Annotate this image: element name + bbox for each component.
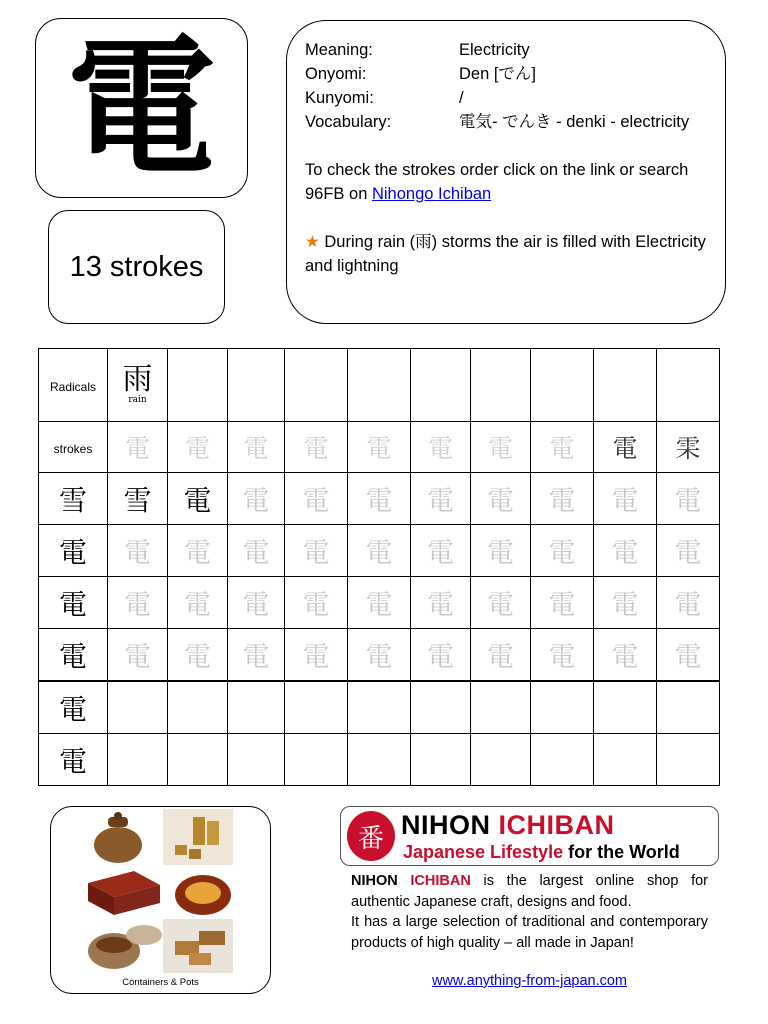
stroke-step: 雬 xyxy=(675,434,701,463)
model-glyph: 電 xyxy=(58,692,87,726)
onyomi-key: Onyomi: xyxy=(305,65,367,83)
practice-cell xyxy=(594,525,657,577)
radical-meaning: rain xyxy=(128,395,147,405)
blank-cell xyxy=(228,734,285,786)
practice-cell xyxy=(285,473,348,525)
blank-cell xyxy=(471,681,531,734)
practice-cell xyxy=(471,577,531,629)
tea-set-image xyxy=(163,809,233,865)
meaning-value: Electricity xyxy=(459,41,530,59)
blank-cell xyxy=(531,734,594,786)
blank-cell xyxy=(108,734,168,786)
faint-glyph: 電 xyxy=(548,538,576,569)
blank-cell xyxy=(657,734,720,786)
info-panel xyxy=(286,20,726,324)
model-cell xyxy=(39,525,108,577)
meaning-key: Meaning: xyxy=(305,41,373,59)
wooden-boxes-image xyxy=(163,919,233,973)
mnemonic xyxy=(305,230,707,278)
faint-glyph: 電 xyxy=(365,486,393,517)
blank-cell xyxy=(657,681,720,734)
kunyomi-row xyxy=(305,86,707,110)
practice-cell xyxy=(531,577,594,629)
practice-cell xyxy=(657,629,720,682)
faint-glyph: 電 xyxy=(124,590,151,621)
practice-cell xyxy=(168,473,228,525)
radicals-row xyxy=(39,349,720,422)
practice-glyph: 雪 xyxy=(123,483,152,517)
onyomi-row xyxy=(305,62,707,86)
grid-cell xyxy=(531,349,594,422)
radical-glyph: 雨 xyxy=(122,362,153,397)
grid-cell xyxy=(228,349,285,422)
practice-cell xyxy=(168,525,228,577)
nihon-ichiban-banner[interactable] xyxy=(340,806,719,866)
banner-subtitle-lifestyle: Japanese Lifestyle xyxy=(403,842,564,862)
grid-cell xyxy=(285,349,348,422)
stroke-step: 電 xyxy=(243,434,269,463)
practice-cell xyxy=(531,473,594,525)
shop-name-ichiban: ICHIBAN xyxy=(410,873,471,889)
practice-cell xyxy=(228,473,285,525)
practice-row xyxy=(39,681,720,734)
faint-glyph: 電 xyxy=(674,486,702,517)
practice-cell xyxy=(471,629,531,682)
faint-glyph: 電 xyxy=(242,486,270,517)
faint-glyph: 電 xyxy=(487,590,514,621)
practice-cell xyxy=(411,525,471,577)
stroke-step-cell xyxy=(594,422,657,473)
practice-cell xyxy=(228,629,285,682)
stroke-step: 電 xyxy=(184,434,210,463)
practice-cell xyxy=(108,629,168,682)
practice-row xyxy=(39,525,720,577)
practice-cell xyxy=(657,525,720,577)
model-glyph: 電 xyxy=(58,639,87,673)
practice-cell xyxy=(471,473,531,525)
faint-glyph: 電 xyxy=(242,590,270,621)
radicals-label: Radicals xyxy=(49,379,97,394)
model-glyph: 電 xyxy=(58,587,87,621)
faint-glyph: 電 xyxy=(242,642,270,673)
banner-title-ichiban: ICHIBAN xyxy=(498,810,615,840)
shop-name-nihon: NIHON xyxy=(351,873,398,889)
grid-cell xyxy=(471,349,531,422)
practice-cell xyxy=(594,577,657,629)
practice-cell xyxy=(285,577,348,629)
practice-cell xyxy=(168,629,228,682)
shop-description xyxy=(351,871,708,953)
faint-glyph: 電 xyxy=(674,642,702,673)
mnemonic-text: During rain (雨) storms the air is filled with Electricity and lightning xyxy=(305,233,706,275)
stroke-step-cell xyxy=(228,422,285,473)
grid-cell xyxy=(348,349,411,422)
faint-glyph: 電 xyxy=(487,486,514,517)
practice-cell xyxy=(348,473,411,525)
shop-description-text-2: It has a large selection of traditional and contemporary products of high quality – all made in Japan! xyxy=(351,914,708,951)
model-glyph: 雪 xyxy=(58,483,87,517)
model-cell xyxy=(39,577,108,629)
faint-glyph: 電 xyxy=(124,642,151,673)
blank-cell xyxy=(471,734,531,786)
stroke-step: 電 xyxy=(124,434,150,463)
banner-title-nihon: NIHON xyxy=(401,810,491,840)
faint-glyph: 電 xyxy=(487,642,514,673)
practice-row xyxy=(39,734,720,786)
practice-cell xyxy=(531,525,594,577)
kanji-character: 電 xyxy=(66,20,217,196)
banner-subtitle xyxy=(403,842,680,863)
blank-cell xyxy=(228,681,285,734)
faint-glyph: 電 xyxy=(242,538,270,569)
stroke-order-text: To check the strokes order click on the link or search 96FB on xyxy=(305,161,689,203)
faint-glyph: 電 xyxy=(611,590,639,621)
faint-glyph: 電 xyxy=(611,538,639,569)
stroke-count: 13 strokes xyxy=(69,250,204,283)
faint-glyph: 電 xyxy=(365,590,393,621)
lacquer-box-image xyxy=(84,867,164,919)
blank-cell xyxy=(168,681,228,734)
kunyomi-value: / xyxy=(459,89,464,107)
blank-cell xyxy=(411,734,471,786)
banner-subtitle-world: for the World xyxy=(568,842,680,862)
radicals-label-cell xyxy=(39,349,108,422)
faint-glyph: 電 xyxy=(302,538,330,569)
practice-cell xyxy=(228,525,285,577)
grid-cell xyxy=(657,349,720,422)
product-caption: Containers & Pots xyxy=(122,977,199,988)
model-cell xyxy=(39,629,108,682)
stroke-step-cell xyxy=(657,422,720,473)
shop-description-text: is the largest online shop for authentic Japanese craft, designs and food. xyxy=(351,873,709,910)
grid-cell xyxy=(411,349,471,422)
stroke-step: 電 xyxy=(427,434,453,463)
faint-glyph: 電 xyxy=(548,642,576,673)
stroke-order-note xyxy=(305,158,707,206)
stroke-step: 電 xyxy=(612,434,638,463)
blank-cell xyxy=(594,734,657,786)
stroke-step-cell xyxy=(348,422,411,473)
stroke-step: 電 xyxy=(549,434,575,463)
stroke-step: 電 xyxy=(303,434,329,463)
onyomi-value: Den [でん] xyxy=(459,65,537,83)
nihongo-ichiban-link[interactable]: Nihongo Ichiban xyxy=(371,185,492,203)
banner-title xyxy=(401,810,615,841)
model-cell xyxy=(39,473,108,525)
blank-cell xyxy=(348,734,411,786)
grid-cell xyxy=(168,349,228,422)
faint-glyph: 電 xyxy=(184,642,211,673)
meaning-row xyxy=(305,38,707,62)
blank-cell xyxy=(348,681,411,734)
strokes-label: strokes xyxy=(53,441,93,456)
model-cell xyxy=(39,734,108,786)
practice-cell xyxy=(348,577,411,629)
stroke-count-box xyxy=(48,210,225,324)
faint-glyph: 電 xyxy=(611,642,639,673)
stroke-step-cell xyxy=(471,422,531,473)
practice-cell xyxy=(411,577,471,629)
practice-cell xyxy=(657,473,720,525)
practice-row xyxy=(39,473,720,525)
grid-cell xyxy=(594,349,657,422)
practice-cell xyxy=(531,629,594,682)
practice-cell xyxy=(285,525,348,577)
practice-cell xyxy=(348,629,411,682)
practice-cell xyxy=(594,473,657,525)
practice-grid xyxy=(38,348,720,786)
faint-glyph: 電 xyxy=(674,538,702,569)
stroke-step: 電 xyxy=(366,434,392,463)
practice-cell xyxy=(411,629,471,682)
practice-row xyxy=(39,629,720,682)
faint-glyph: 電 xyxy=(427,486,454,517)
faint-glyph: 電 xyxy=(427,590,454,621)
stroke-step-cell xyxy=(108,422,168,473)
faint-glyph: 電 xyxy=(302,642,330,673)
faint-glyph: 電 xyxy=(184,538,211,569)
stroke-step-cell xyxy=(411,422,471,473)
vocabulary-value: 電気- でんき - denki - electricity xyxy=(459,113,690,131)
faint-glyph: 電 xyxy=(124,538,151,569)
faint-glyph: 電 xyxy=(184,590,211,621)
practice-cell xyxy=(108,577,168,629)
faint-glyph: 電 xyxy=(365,642,393,673)
blank-cell xyxy=(285,681,348,734)
product-showcase[interactable] xyxy=(50,806,271,994)
strokes-label-cell xyxy=(39,422,108,473)
stroke-order-row xyxy=(39,422,720,473)
faint-glyph: 電 xyxy=(365,538,393,569)
faint-glyph: 電 xyxy=(302,590,330,621)
practice-cell xyxy=(108,525,168,577)
faint-glyph: 電 xyxy=(548,590,576,621)
practice-row xyxy=(39,577,720,629)
blank-cell xyxy=(168,734,228,786)
nihon-ichiban-logo-icon: 番 xyxy=(347,811,395,861)
bowl-image xyxy=(171,869,235,919)
faint-glyph: 電 xyxy=(611,486,639,517)
faint-glyph: 電 xyxy=(302,486,330,517)
stroke-step: 電 xyxy=(487,434,513,463)
practice-cell xyxy=(348,525,411,577)
practice-cell xyxy=(285,629,348,682)
lidded-bowl-image xyxy=(84,919,164,973)
practice-cell xyxy=(108,473,168,525)
model-glyph: 電 xyxy=(58,744,87,778)
stroke-step-cell xyxy=(168,422,228,473)
vocabulary-key: Vocabulary: xyxy=(305,113,392,131)
faint-glyph: 電 xyxy=(427,538,454,569)
radical-cell xyxy=(108,349,168,422)
stroke-step-cell xyxy=(531,422,594,473)
practice-glyph: 電 xyxy=(183,483,212,517)
model-cell xyxy=(39,681,108,734)
star-icon: ★ xyxy=(305,233,320,251)
shop-url xyxy=(351,973,708,989)
stroke-step-cell xyxy=(285,422,348,473)
blank-cell xyxy=(411,681,471,734)
faint-glyph: 電 xyxy=(674,590,702,621)
practice-cell xyxy=(471,525,531,577)
model-glyph: 電 xyxy=(58,535,87,569)
pot-image xyxy=(84,811,152,865)
blank-cell xyxy=(531,681,594,734)
blank-cell xyxy=(108,681,168,734)
practice-cell xyxy=(657,577,720,629)
practice-cell xyxy=(228,577,285,629)
faint-glyph: 電 xyxy=(548,486,576,517)
kanji-display xyxy=(35,18,248,198)
kunyomi-key: Kunyomi: xyxy=(305,89,374,107)
faint-glyph: 電 xyxy=(487,538,514,569)
vocabulary-row xyxy=(305,110,707,134)
practice-cell xyxy=(168,577,228,629)
shop-url-link[interactable]: www.anything-from-japan.com xyxy=(431,973,628,989)
practice-cell xyxy=(411,473,471,525)
blank-cell xyxy=(285,734,348,786)
faint-glyph: 電 xyxy=(427,642,454,673)
practice-cell xyxy=(594,629,657,682)
blank-cell xyxy=(594,681,657,734)
